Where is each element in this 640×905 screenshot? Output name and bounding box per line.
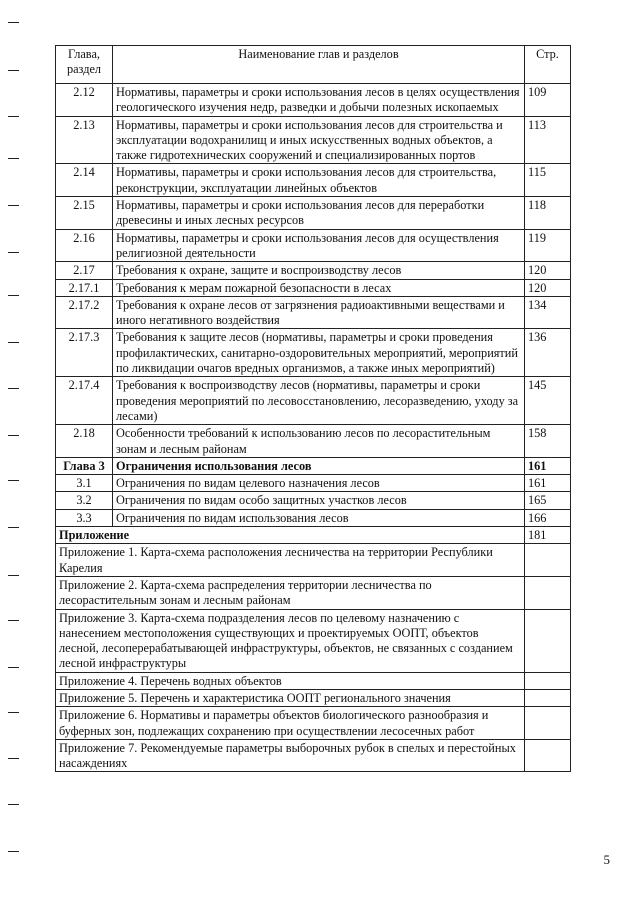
appendix-item: Приложение 3. Карта-схема подразделения лесов по целевому назначению с нанесением местоположения существующих и проектируемых ООПТ, объектов лесной, лесоперерабатывающей инфраструктуры, объектов, не связанных с созданием лесной инфраструктуры [56,609,525,672]
toc-row [56,197,571,230]
appendix-item-row [56,544,571,577]
toc-row-title: Нормативы, параметры и сроки использования лесов для строительства и эксплуатации водохранилищ и иных искусственных водных объектов, а также гидротехнических сооружений и специализированных портов [113,116,525,164]
toc-row-page: 158 [525,425,571,458]
page-number: 5 [603,852,610,867]
toc-row-code: 2.14 [56,164,113,197]
toc-row-title: Нормативы, параметры и сроки использования лесов для осуществления религиозной деятельности [113,229,525,262]
toc-row-title: Ограничения по видам целевого назначения лесов [113,475,525,492]
toc-row-page: 120 [525,279,571,296]
toc-row [56,475,571,492]
toc-row-page: 134 [525,296,571,329]
appendix-header-row [56,527,571,544]
toc-row-title: Ограничения использования лесов [113,457,525,474]
toc-row-code: 3.3 [56,509,113,526]
toc-row [56,509,571,526]
toc-row [56,457,571,474]
binding-mark [8,295,19,296]
toc-row-page: 113 [525,116,571,164]
toc-row [56,116,571,164]
header-code-line1: Глава, [68,47,100,61]
binding-mark [8,804,19,805]
appendix-item-page-empty [525,576,571,609]
toc-row-page: 120 [525,262,571,279]
toc-row-page: 165 [525,492,571,509]
toc-row [56,377,571,425]
binding-mark [8,388,19,389]
appendix-page: 181 [525,527,571,544]
toc-row-page: 161 [525,475,571,492]
binding-mark [8,158,19,159]
toc-row-code: Глава 3 [56,457,113,474]
appendix-item: Приложение 6. Нормативы и параметры объектов биологического разнообразия и буферных зон, подлежащих сохранению при осуществлении лесосечных работ [56,707,525,740]
toc-row-code: 3.2 [56,492,113,509]
appendix-item: Приложение 1. Карта-схема расположения лесничества на территории Республики Карелия [56,544,525,577]
toc-row [56,84,571,117]
toc-row-code: 2.17.4 [56,377,113,425]
appendix-item-page-empty [525,739,571,772]
header-code-line2: раздел [66,62,102,77]
binding-mark [8,252,19,253]
toc-row-code: 2.17.3 [56,329,113,377]
binding-mark [8,527,19,528]
appendix-item-page-empty [525,609,571,672]
toc-row-code: 2.15 [56,197,113,230]
toc-row-page: 136 [525,329,571,377]
toc-row [56,262,571,279]
header-title: Наименование глав и разделов [113,46,525,84]
toc-row [56,492,571,509]
toc-row-page: 119 [525,229,571,262]
binding-mark [8,758,19,759]
toc-row-page: 118 [525,197,571,230]
binding-mark [8,480,19,481]
toc-row [56,425,571,458]
toc-row-code: 2.17 [56,262,113,279]
binding-mark [8,22,19,23]
appendix-item: Приложение 7. Рекомендуемые параметры выборочных рубок в спелых и перестойных насаждениях [56,739,525,772]
toc-row-title: Ограничения по видам использования лесов [113,509,525,526]
toc-row-code: 2.12 [56,84,113,117]
binding-mark [8,851,19,852]
toc-row [56,296,571,329]
binding-mark [8,575,19,576]
toc-row-title: Требования к мерам пожарной безопасности в лесах [113,279,525,296]
appendix-item-page-empty [525,689,571,706]
toc-header-row [56,46,571,84]
toc-row-code: 2.18 [56,425,113,458]
toc-row-code: 2.16 [56,229,113,262]
appendix-title: Приложение [56,527,525,544]
binding-mark [8,712,19,713]
appendix-item: Приложение 5. Перечень и характеристика ООПТ регионального значения [56,689,525,706]
toc-row-title: Особенности требований к использованию лесов по лесорастительным зонам и лесным районам [113,425,525,458]
toc-row [56,329,571,377]
binding-mark [8,70,19,71]
binding-marks [8,0,20,905]
binding-mark [8,116,19,117]
toc-row-title: Нормативы, параметры и сроки использования лесов для переработки древесины и иных лесных ресурсов [113,197,525,230]
toc-row [56,279,571,296]
toc-row-code: 2.17.1 [56,279,113,296]
binding-mark [8,205,19,206]
appendix-item: Приложение 4. Перечень водных объектов [56,672,525,689]
appendix-item-row [56,609,571,672]
toc-row [56,229,571,262]
toc-row-page: 115 [525,164,571,197]
toc-row-code: 2.17.2 [56,296,113,329]
toc-row-title: Нормативы, параметры и сроки использования лесов в целях осуществления геологического изучения недр, разведки и добычи полезных ископаемых [113,84,525,117]
toc-row-page: 145 [525,377,571,425]
toc-row-title: Требования к охране, защите и воспроизводству лесов [113,262,525,279]
toc-row-page: 109 [525,84,571,117]
appendix-item-row [56,672,571,689]
appendix-item-row [56,739,571,772]
toc-row-title: Требования к воспроизводству лесов (нормативы, параметры и сроки проведения мероприятий по лесовосстановлению, лесоразведению, уходу за лесами) [113,377,525,425]
toc-row-title: Нормативы, параметры и сроки использования лесов для строительства, реконструкции, эксплуатации линейных объектов [113,164,525,197]
header-chapter-section [56,46,113,84]
appendix-item-row [56,707,571,740]
appendix-item-row [56,689,571,706]
appendix-item-page-empty [525,672,571,689]
toc-row-code: 3.1 [56,475,113,492]
toc-row-code: 2.13 [56,116,113,164]
appendix-item: Приложение 2. Карта-схема распределения территории лесничества по лесорастительным зонам и лесным районам [56,576,525,609]
binding-mark [8,667,19,668]
binding-mark [8,435,19,436]
toc-row-page: 161 [525,457,571,474]
appendix-item-page-empty [525,544,571,577]
appendix-item-page-empty [525,707,571,740]
binding-mark [8,620,19,621]
toc-row-title: Требования к защите лесов (нормативы, параметры и сроки проведения профилактических, санитарно-оздоровительных мероприятий, мероприятий по ликвидации очагов вредных организмов, а также иных мероприятий) [113,329,525,377]
header-page: Стр. [525,46,571,84]
toc-row-page: 166 [525,509,571,526]
table-of-contents [55,45,571,772]
binding-mark [8,342,19,343]
toc-row-title: Требования к охране лесов от загрязнения радиоактивными веществами и иного негативного воздействия [113,296,525,329]
toc-row [56,164,571,197]
toc-row-title: Ограничения по видам особо защитных участков лесов [113,492,525,509]
appendix-item-row [56,576,571,609]
